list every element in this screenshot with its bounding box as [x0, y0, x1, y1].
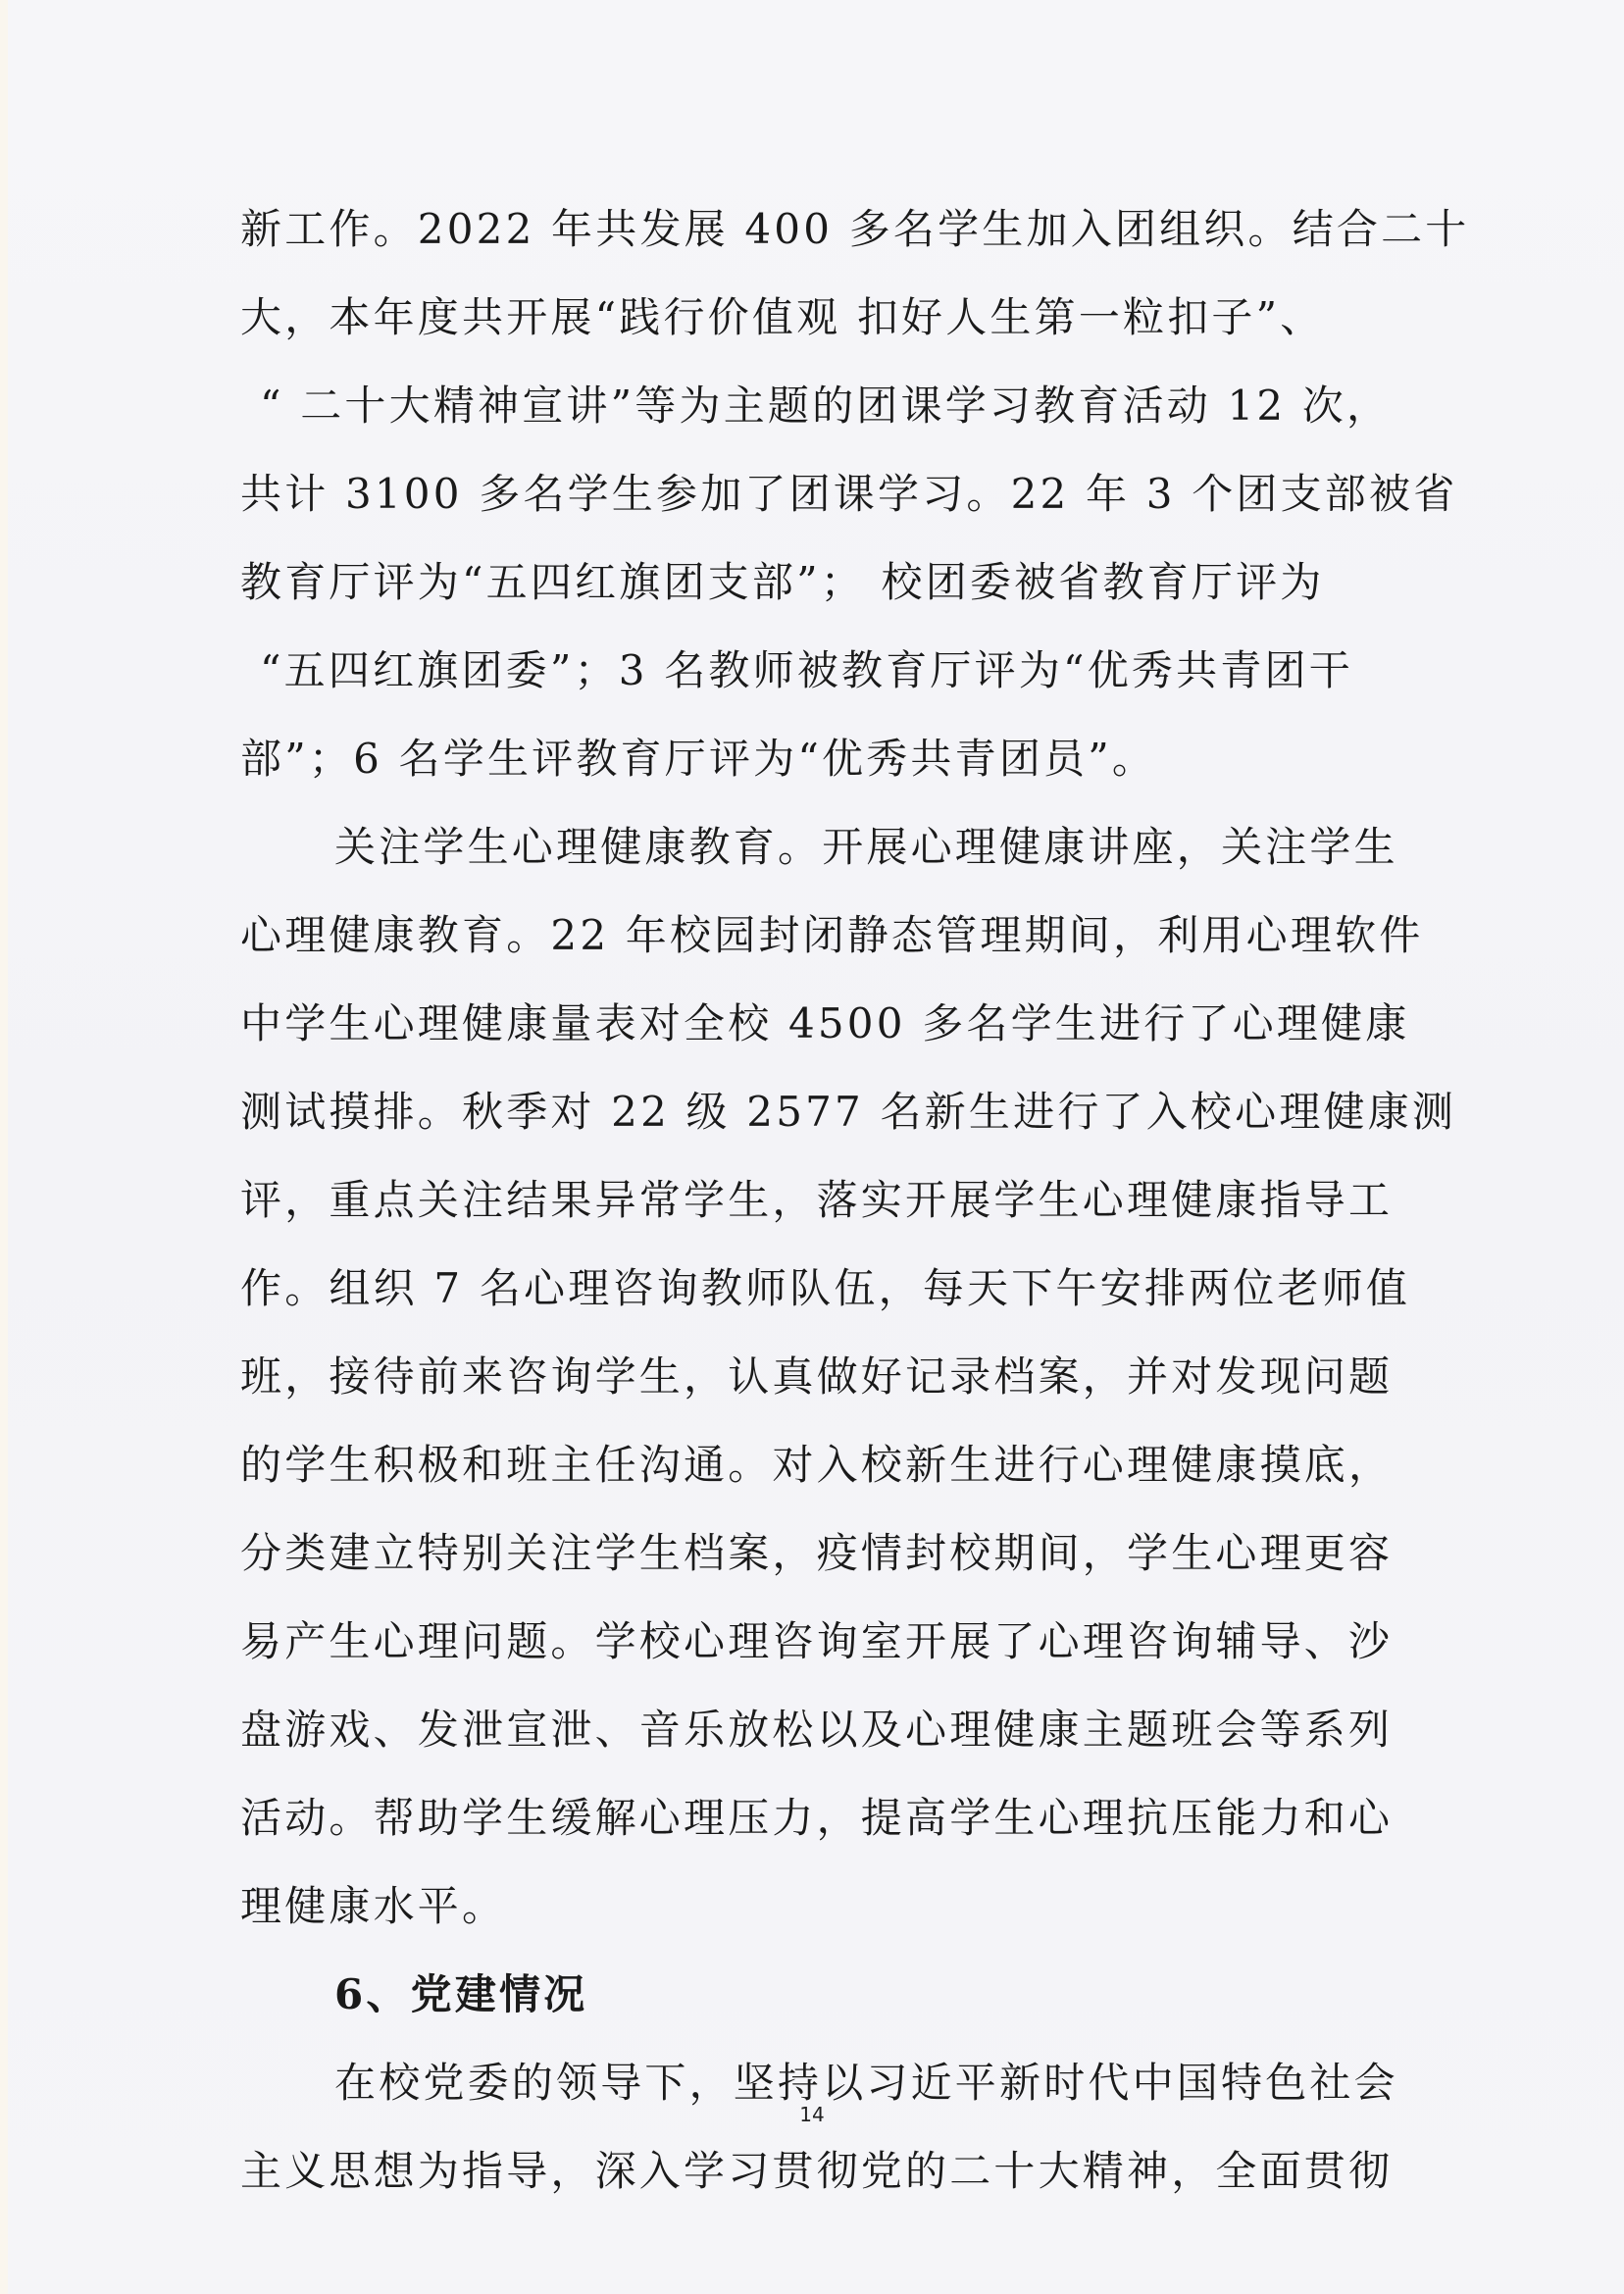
text-line: 测试摸排。秋季对 22 级 2577 名新生进行了入校心理健康测 — [240, 1088, 1457, 1136]
text-line: 易产生心理问题。学校心理咨询室开展了心理咨询辅导、沙 — [240, 1617, 1394, 1665]
section-heading: 6、党建情况 — [334, 1970, 588, 2018]
text-line: 的学生积极和班主任沟通。对入校新生进行心理健康摸底， — [240, 1441, 1394, 1489]
body-text — [240, 205, 1470, 2238]
page-number: 14 — [799, 2103, 825, 2126]
text-line: 班，接待前来咨询学生，认真做好记录档案，并对发现问题 — [240, 1352, 1394, 1401]
text-line: 大，本年度共开展“践行价值观 扣好人生第一粒扣子”、 — [240, 293, 1325, 341]
text-line: 活动。帮助学生缓解心理压力，提高学生心理抗压能力和心 — [240, 1794, 1394, 1842]
text-line: 评，重点关注结果异常学生，落实开展学生心理健康指导工 — [240, 1176, 1394, 1224]
text-line: 新工作。2022 年共发展 400 多名学生加入团组织。结合二十 — [240, 205, 1470, 253]
text-line: 中学生心理健康量表对全校 4500 多名学生进行了心理健康 — [240, 999, 1410, 1047]
text-line: 教育厅评为“五四红旗团支部”； 校团委被省教育厅评为 — [240, 558, 1325, 606]
text-line: “ 二十大精神宣讲”等为主题的团课学习教育活动 12 次， — [260, 382, 1392, 430]
text-line: 主义思想为指导，深入学习贯彻党的二十大精神，全面贯彻 — [240, 2147, 1394, 2195]
paragraph-start: 关注学生心理健康教育。开展心理健康讲座，关注学生 — [334, 823, 1398, 871]
scan-edge — [0, 0, 8, 2294]
text-line: 心理健康教育。22 年校园封闭静态管理期间，利用心理软件 — [240, 911, 1424, 959]
paragraph-start: 在校党委的领导下，坚持以习近平新时代中国特色社会 — [334, 2059, 1398, 2107]
text-line: 共计 3100 多名学生参加了团课学习。22 年 3 个团支部被省 — [240, 470, 1458, 518]
text-line: 部”；6 名学生评教育厅评为“优秀共青团员”。 — [240, 735, 1157, 783]
text-line: 理健康水平。 — [240, 1882, 507, 1930]
text-line: 分类建立特别关注学生档案，疫情封校期间，学生心理更容 — [240, 1529, 1394, 1577]
text-line: “五四红旗团委”；3 名教师被教育厅评为“优秀共青团干 — [260, 646, 1353, 694]
text-line: 作。组织 7 名心理咨询教师队伍，每天下午安排两位老师值 — [240, 1264, 1411, 1312]
text-line: 盘游戏、发泄宣泄、音乐放松以及心理健康主题班会等系列 — [240, 1706, 1394, 1754]
